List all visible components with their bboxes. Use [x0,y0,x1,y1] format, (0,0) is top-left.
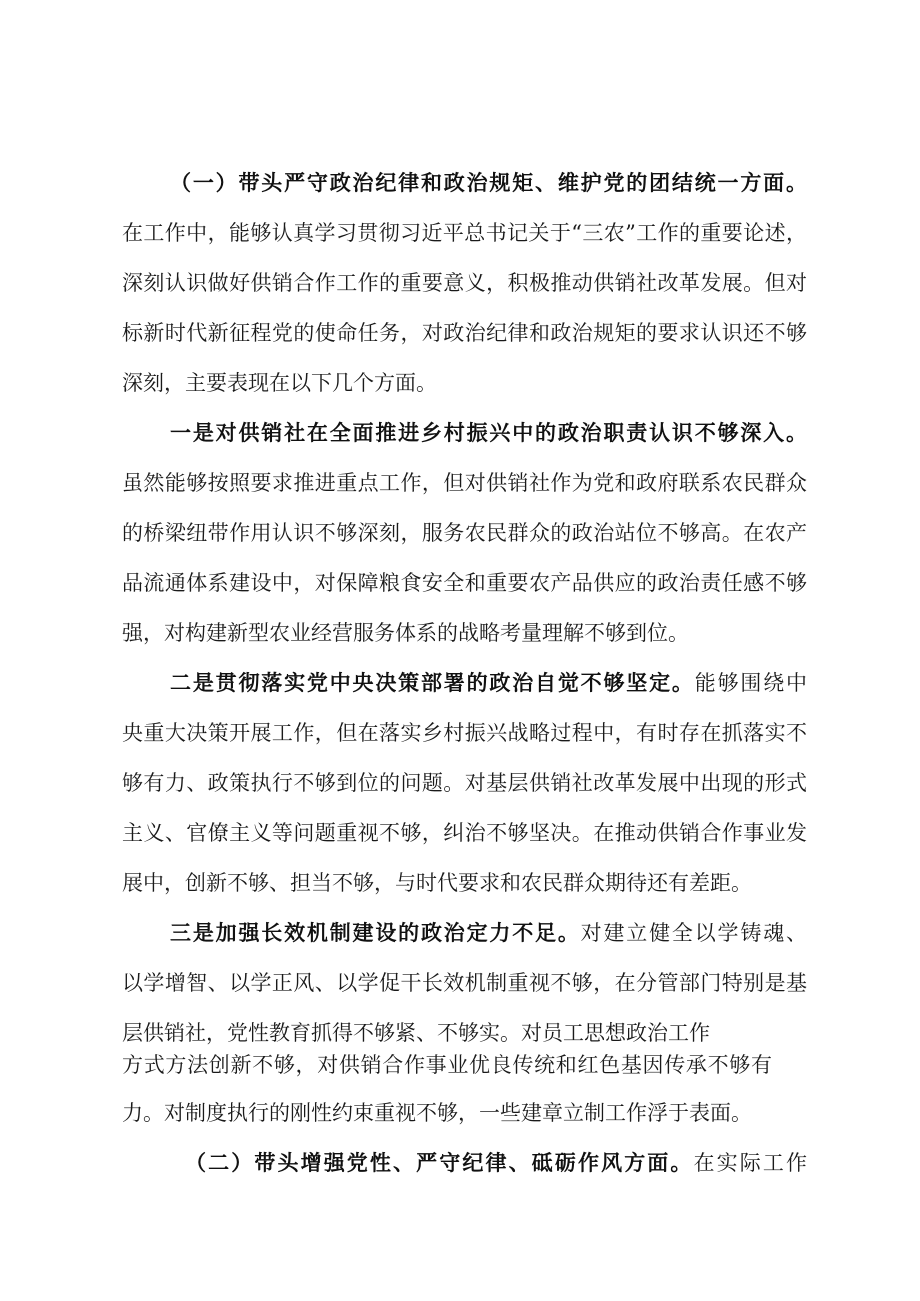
text-line [170,663,807,703]
text-line [170,913,807,953]
text-line [122,213,807,253]
text-line [122,763,807,803]
text-line [122,263,807,303]
text-line [122,363,437,403]
text-line [122,563,807,603]
body-text: 以学增智、以学正风、以学促干长效机制重视不够，在分管部门特别是基 [122,971,807,995]
text-line [122,963,807,1003]
body-text: 层供销社，党性教育抓得不够紧、不够实。对员工思想政治工作 [122,1021,710,1045]
body-text: 虽然能够按照要求推进重点工作，但对供销社作为党和政府联系农民群众 [122,471,807,495]
body-text: 能够围绕中 [694,671,808,695]
text-line [122,1093,752,1133]
text-line [122,513,807,553]
body-text: 方式方法创新不够，对供销合作事业优良传统和红色基因传承不够有 [122,1053,772,1077]
body-text: 对建立健全以学铸魂、 [580,921,808,945]
text-line [122,713,807,753]
text-line [122,463,807,503]
text-line [122,313,807,353]
body-text: 标新时代新征程党的使命任务，对政治纪律和政治规矩的要求认识还不够 [122,321,807,345]
section-heading: 三是加强长效机制建设的政治定力不足。 [170,921,581,945]
text-line [122,613,689,653]
text-line [170,413,807,453]
text-line [122,1045,772,1085]
body-text: 展中，创新不够、担当不够，与时代要求和农民群众期待还有差距。 [122,871,752,895]
body-text: 品流通体系建设中，对保障粮食安全和重要农产品供应的政治责任感不够 [122,571,807,595]
body-text: 主义、官僚主义等问题重视不够，纠治不够坚决。在推动供销合作事业发 [122,821,807,845]
text-line [122,863,752,903]
text-line [185,1143,807,1183]
body-text: 深刻，主要表现在以下几个方面。 [122,371,437,395]
text-line [122,813,807,853]
body-text: 央重大决策开展工作，但在落实乡村振兴战略过程中，有时存在抓落实不 [122,721,807,745]
body-text: 够有力、政策执行不够到位的问题。对基层供销社改革发展中出现的形式 [122,771,807,795]
section-heading: 二是贯彻落实党中央决策部署的政治自觉不够坚定。 [170,671,695,695]
body-text: 力。对制度执行的刚性约束重视不够，一些建章立制工作浮于表面。 [122,1101,752,1125]
body-text: 强，对构建新型农业经营服务体系的战略考量理解不够到位。 [122,621,689,645]
section-heading: （一）带头严守政治纪律和政治规矩、维护党的团结统一方面。 [170,171,807,195]
body-text: 在工作中，能够认真学习贯彻习近平总书记关于“三农”工作的重要论述， [122,221,807,245]
body-text: 的桥梁纽带作用认识不够深刻，服务农民群众的政治站位不够高。在农产 [122,521,807,545]
section-heading: （二）带头增强党性、严守纪律、砥砺作风方面。 [185,1151,694,1175]
text-line [170,163,807,203]
body-text: 深刻认识做好供销合作工作的重要意义，积极推动供销社改革发展。但对 [122,271,807,295]
body-text: 在实际工作 [693,1151,808,1175]
section-heading: 一是对供销社在全面推进乡村振兴中的政治职责认识不够深入。 [170,421,807,445]
